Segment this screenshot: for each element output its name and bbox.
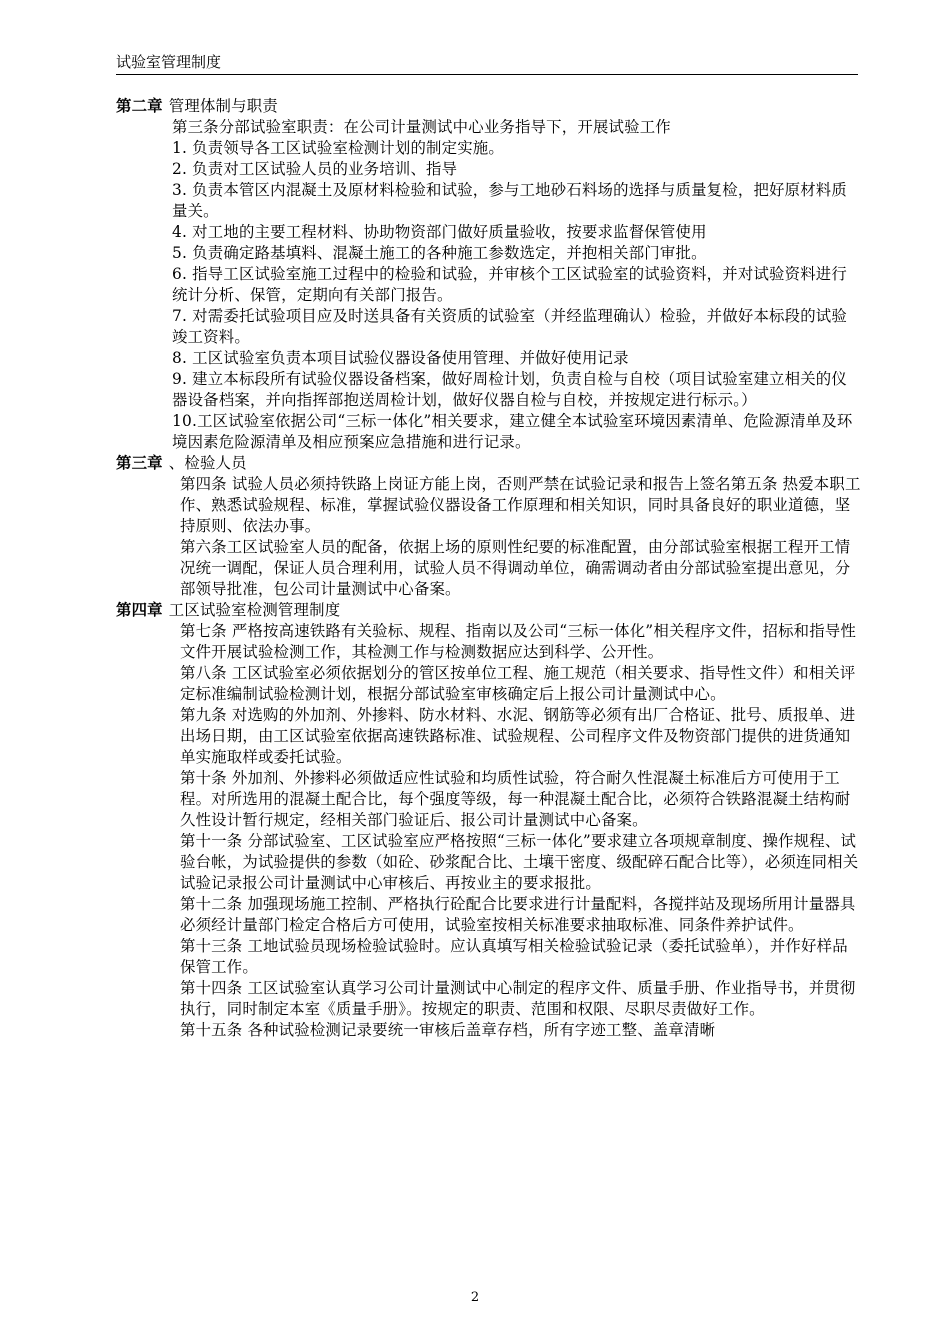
- page-header: [116, 52, 858, 75]
- list-item: 5. 负责确定路基填料、混凝土施工的各种施工参数选定，并抱相关部门审批。: [172, 244, 707, 262]
- paragraph: 第十五条 各种试验检测记录要统一审核后盖章存档，所有字迹工整、盖章清晰: [180, 1021, 716, 1039]
- chapter-3-body: [116, 474, 862, 600]
- paragraph: 第九条 对选购的外加剂、外掺料、防水材料、水泥、钢筋等必须有出厂合格证、批号、质报单、进出场日期，由工区试验室依据高速铁路标准、试验规程、公司程序文件及物资部门提供的进货通知单实施取样或委托试验。: [180, 706, 856, 766]
- list-item: 2. 负责对工区试验人员的业务培训、指导: [172, 160, 458, 178]
- chapter-3-title: 、检验人员: [168, 454, 247, 472]
- chapter-2-body: [116, 117, 862, 453]
- list-item: 1. 负责领导各工区试验室检测计划的制定实施。: [172, 139, 504, 157]
- header-title: 试验室管理制度: [116, 53, 222, 71]
- chapter-3-label: 第三章: [116, 454, 163, 472]
- list-item: 6. 指导工区试验室施工过程中的检验和试验，并审核个工区试验室的试验资料，并对试验资料进行统计分析、保管，定期向有关部门报告。: [172, 265, 847, 304]
- list-item: 7. 对需委托试验项目应及时送具备有关资质的试验室（并经监理确认）检验，并做好本标段的试验竣工资料。: [172, 307, 847, 346]
- paragraph: 第十二条 加强现场施工控制、严格执行砼配合比要求进行计量配料，各搅拌站及现场所用计量器具必须经计量部门检定合格后方可使用，试验室按相关标准要求抽取标准、同条件养护试件。: [180, 895, 856, 934]
- paragraph: 第四条 试验人员必须持铁路上岗证方能上岗，否则严禁在试验记录和报告上签名第五条 热爱本职工作、熟悉试验规程、标准，掌握试验仪器设备工作原理和相关知识，同时具备良好的职业道德，坚持原则、依法办事。: [180, 475, 861, 535]
- chapter-3-heading: [116, 453, 862, 474]
- paragraph: 第十条 外加剂、外掺料必须做适应性试验和均质性试验，符合耐久性混凝土标准后方可使用于工程。对所选用的混凝土配合比，每个强度等级，每一种混凝土配合比，必须符合铁路混凝土结构耐久性设计暂行规定，经相关部门验证后、报公司计量测试中心备案。: [180, 769, 851, 829]
- paragraph: 第十四条 工区试验室认真学习公司计量测试中心制定的程序文件、质量手册、作业指导书，并贯彻执行，同时制定本室《质量手册》。按规定的职责、范围和权限、尽职尽责做好工作。: [180, 979, 856, 1018]
- paragraph: 第六条工区试验室人员的配备，依据上场的原则性纪要的标准配置，由分部试验室根据工程开工情况统一调配，保证人员合理利用，试验人员不得调动单位，确需调动者由分部试验室提出意见，分部领导批准，包公司计量测试中心备案。: [180, 538, 851, 598]
- chapter-4-title: 工区试验室检测管理制度: [168, 601, 341, 619]
- chapter-4-body: [116, 621, 862, 1041]
- chapter-2-heading: [116, 96, 862, 117]
- paragraph: 第七条 严格按高速铁路有关验标、规程、指南以及公司“三标一体化”相关程序文件，招标和指导性文件开展试验检测工作，其检测工作与检测数据应达到科学、公开性。: [180, 622, 857, 661]
- chapter-4-label: 第四章: [116, 601, 163, 619]
- paragraph: 第十三条 工地试验员现场检验试验时。应认真填写相关检验试验记录（委托试验单），并作好样品保管工作。: [180, 937, 848, 976]
- paragraph: 第三条分部试验室职责：在公司计量测试中心业务指导下，开展试验工作: [172, 118, 671, 136]
- chapter-2-title: 管理体制与职责: [168, 97, 278, 115]
- document-body: [116, 96, 862, 1041]
- chapter-4-heading: [116, 600, 862, 621]
- list-item: 8. 工区试验室负责本项目试验仪器设备使用管理、并做好使用记录: [172, 349, 629, 367]
- list-item: 3. 负责本管区内混凝土及原材料检验和试验，参与工地砂石料场的选择与质量复检，把好原材料质量关。: [172, 181, 847, 220]
- paragraph: 第八条 工区试验室必须依据划分的管区按单位工程、施工规范（相关要求、指导性文件）和相关评定标准编制试验检测计划，根据分部试验室审核确定后上报公司计量测试中心。: [180, 664, 856, 703]
- list-item: 4. 对工地的主要工程材料、协助物资部门做好质量验收，按要求监督保管使用: [172, 223, 707, 241]
- page-number: 2: [470, 1290, 480, 1305]
- list-item: 9. 建立本标段所有试验仪器设备档案，做好周检计划，负责自检与自校（项目试验室建立相关的仪器设备档案，并向指挥部抱送周检计划，做好仪器自检与自校，并按规定进行标示。）: [172, 370, 847, 409]
- chapter-2-label: 第二章: [116, 97, 163, 115]
- paragraph: 第十一条 分部试验室、工区试验室应严格按照“三标一体化”要求建立各项规章制度、操作规程、试验台帐，为试验提供的参数（如砼、砂浆配合比、土壤干密度、级配碎石配合比等），必须连同相关试验记录报公司计量测试中心审核后、再按业主的要求报批。: [180, 832, 859, 892]
- list-item: 10.工区试验室依据公司“三标一体化”相关要求，建立健全本试验室环境因素清单、危险源清单及环境因素危险源清单及相应预案应急措施和进行记录。: [172, 412, 853, 451]
